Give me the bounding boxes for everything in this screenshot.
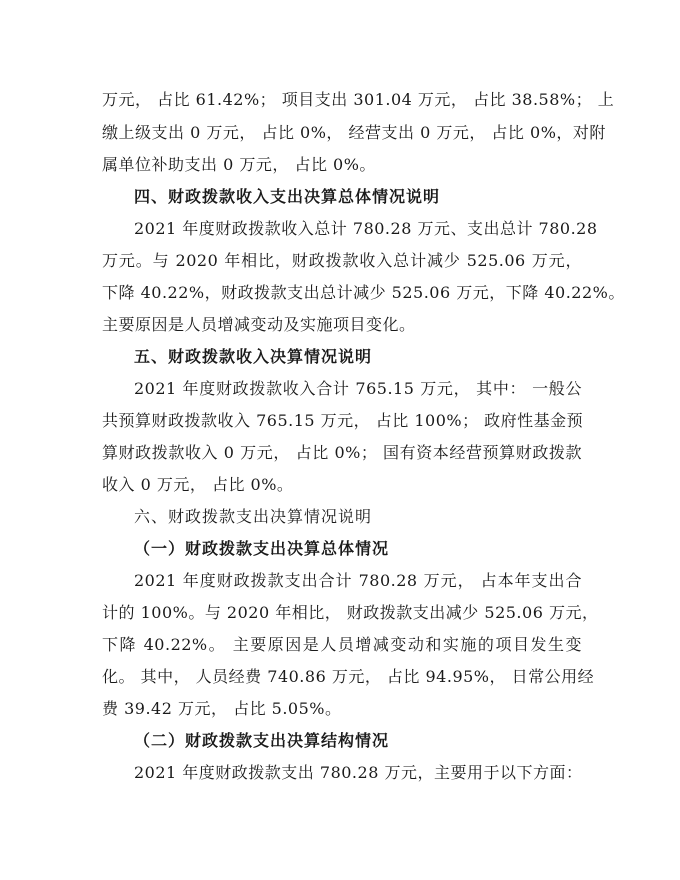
paragraph-line: 化。 其中， 人员经费 740.86 万元， 占比 94.95%， 日常公用经	[102, 667, 595, 686]
paragraph-line: 算财政拨款收入 0 万元， 占比 0%； 国有资本经营预算财政拨款	[102, 443, 582, 462]
paragraph-line: 主要原因是人员增减变动及实施项目变化。	[102, 315, 416, 334]
paragraph-line: 2021 年度财政拨款支出 780.28 万元，主要用于以下方面：	[134, 763, 583, 782]
section-heading-6: 六、财政拨款支出决算情况说明	[134, 507, 373, 526]
paragraph-line: 属单位补助支出 0 万元， 占比 0%。	[102, 155, 376, 174]
subsection-heading-1: （一）财政拨款支出决算总体情况	[134, 539, 390, 558]
paragraph-line: 万元， 占比 61.42%； 项目支出 301.04 万元， 占比 38.58%； 上	[102, 90, 615, 109]
paragraph-line: 缴上级支出 0 万元， 占比 0%， 经营支出 0 万元， 占比 0%，对附	[102, 123, 606, 142]
paragraph-line: 计的 100%。与 2020 年相比， 财政拨款支出减少 525.06 万元，	[102, 603, 599, 622]
paragraph-line: 2021 年度财政拨款收入合计 765.15 万元， 其中： 一般公	[134, 379, 582, 398]
paragraph-line: 共预算财政拨款收入 765.15 万元， 占比 100%； 政府性基金预	[102, 411, 584, 430]
paragraph-line: 2021 年度财政拨款收入总计 780.28 万元、支出总计 780.28	[134, 219, 598, 238]
paragraph-line: 费 39.42 万元， 占比 5.05%。	[102, 699, 342, 718]
paragraph-line: 下降 40.22%。 主要原因是人员增减变动和实施的项目发生变	[102, 635, 582, 654]
paragraph-line: 万元。与 2020 年相比，财政拨款收入总计减少 525.06 万元，	[102, 251, 582, 270]
section-heading-5: 五、财政拨款收入决算情况说明	[134, 347, 373, 366]
subsection-heading-2: （二）财政拨款支出决算结构情况	[134, 731, 390, 750]
paragraph-line: 收入 0 万元， 占比 0%。	[102, 475, 294, 494]
section-heading-4: 四、财政拨款收入支出决算总体情况说明	[134, 187, 441, 206]
paragraph-line: 下降 40.22%，财政拨款支出总计减少 525.06 万元，下降 40.22%。	[102, 283, 625, 302]
paragraph-line: 2021 年度财政拨款支出合计 780.28 万元， 占本年支出合	[134, 571, 582, 590]
